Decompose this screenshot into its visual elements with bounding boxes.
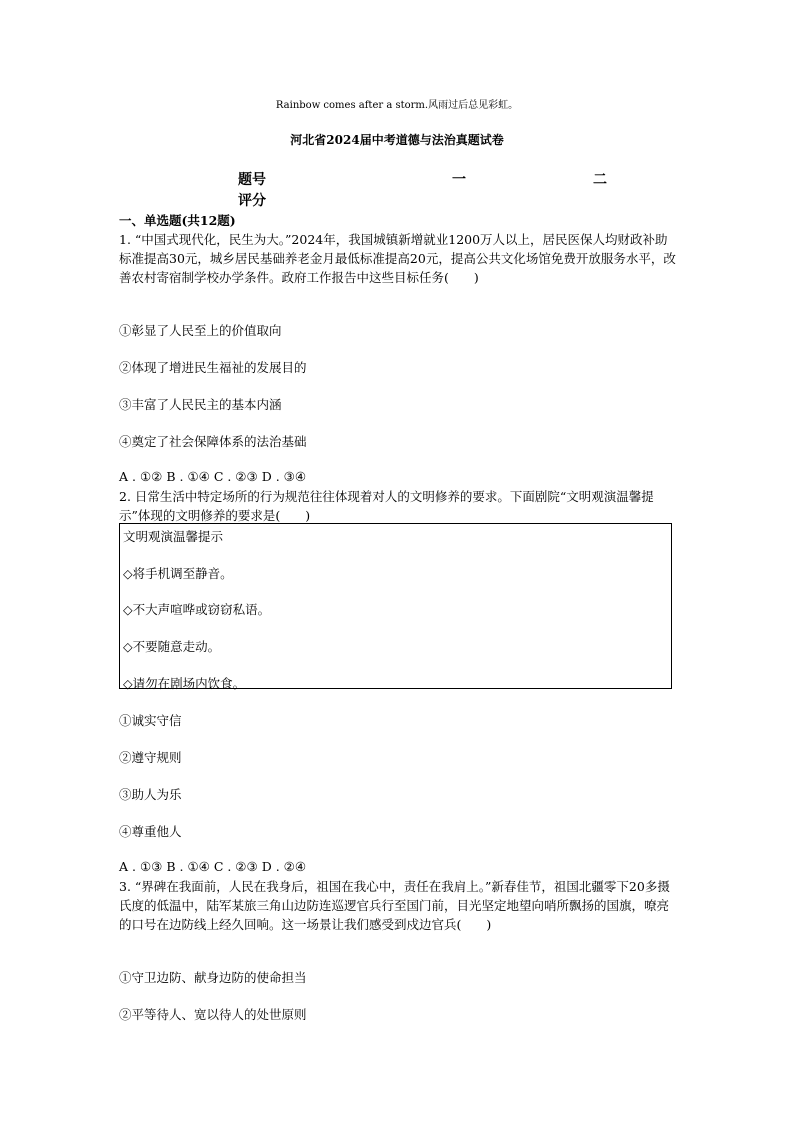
score-table-col-label: 题号: [238, 172, 266, 188]
question-2-option-3: ③助人为乐: [119, 787, 182, 802]
notice-item: ◇请勿在剧场内饮食。: [123, 676, 246, 691]
theater-etiquette-notice-box: [119, 523, 672, 689]
question-2-option-2: ②遵守规则: [119, 750, 182, 765]
question-3-stem: 3. “界碑在我面前，人民在我身后，祖国在我心中，责任在我肩上。”新春佳节，祖国北疆零下20多摄氏度的低温中，陆军某旅三角山边防连巡逻官兵行至国门前，目光坚定地望向哨所飘扬的国旗，嘹亮的口号在边防线上经久回响。这一场景让我们感受到戍边官兵( ): [119, 879, 670, 932]
question-2-answers: A . ①③ B . ①④ C . ②③ D . ②④: [119, 859, 307, 874]
question-2-option-4: ④尊重他人: [119, 824, 182, 839]
question-1-stem: 1. “中国式现代化，民生为大。”2024年，我国城镇新增就业1200万人以上，居民医保人均财政补助标准提高30元，城乡居民基础养老金月最低标准提高20元，提高公共文化场馆免费开放服务水平，改善农村寄宿制学校办学条件。政府工作报告中这些目标任务( ): [119, 232, 676, 285]
score-table-col-1: 一: [452, 172, 466, 188]
question-1-option-4: ④奠定了社会保障体系的法治基础: [119, 434, 307, 449]
question-1-option-2: ②体现了增进民生福祉的发展目的: [119, 360, 307, 375]
question-1-option-1: ①彰显了人民至上的价值取向: [119, 323, 282, 338]
question-2-option-1: ①诚实守信: [119, 713, 182, 728]
score-table-col-2: 二: [593, 172, 607, 188]
question-3-option-2: ②平等待人、宽以待人的处世原则: [119, 1007, 307, 1022]
notice-item: ◇将手机调至静音。: [123, 566, 233, 581]
score-table-row-label: 评分: [238, 193, 266, 209]
question-1-answers: A . ①② B . ①④ C . ②③ D . ③④: [119, 469, 307, 484]
question-3-option-1: ①守卫边防、献身边防的使命担当: [119, 970, 307, 985]
notice-item: ◇不要随意走动。: [123, 639, 221, 654]
page-motto: Rainbow comes after a storm.风雨过后总见彩虹。: [275, 100, 519, 111]
question-1-option-3: ③丰富了人民民主的基本内涵: [119, 397, 282, 412]
notice-title: 文明观演温馨提示: [123, 529, 224, 544]
section-heading: 一、单选题(共12题): [119, 213, 236, 228]
question-2-stem: 2. 日常生活中特定场所的行为规范往往体现着对人的文明修养的要求。下面剧院“文明观演温馨提示”体现的文明修养的要求是( ): [119, 489, 654, 523]
notice-item: ◇不大声喧哗或窃窃私语。: [123, 602, 271, 617]
exam-title: 河北省2024届中考道德与法治真题试卷: [290, 133, 504, 147]
